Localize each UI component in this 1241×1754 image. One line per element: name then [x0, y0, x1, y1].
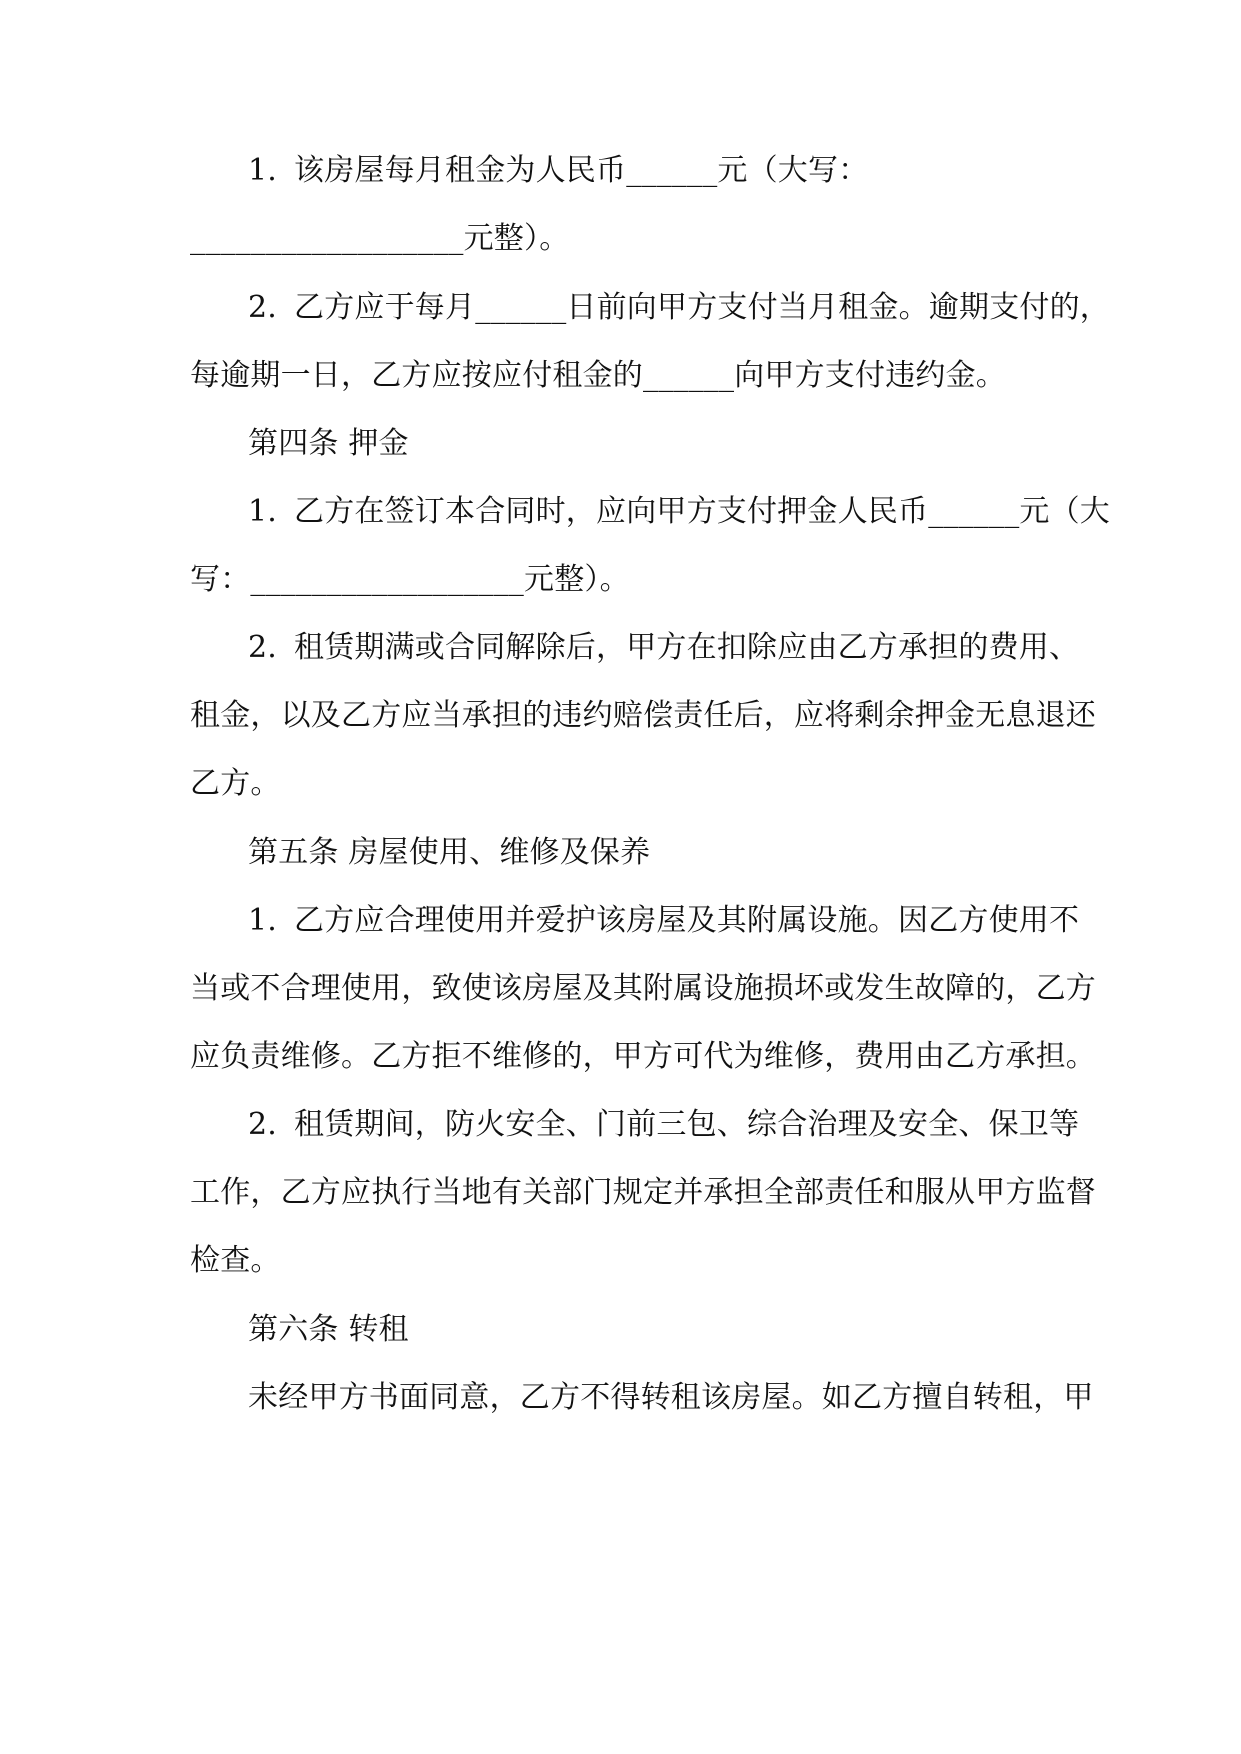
section-title: 第四条 押金 — [248, 426, 409, 461]
list-number: 1. — [248, 153, 278, 188]
safety-clause-line-3 — [190, 1236, 281, 1286]
deposit-refund-line — [248, 623, 1079, 673]
line-text: 检查。 — [190, 1243, 281, 1278]
deposit-amount-line — [248, 487, 1110, 537]
line-text: __________________元整）。 — [190, 221, 570, 256]
line-text: 该房屋每月租金为人民币______元（大写： — [294, 153, 869, 188]
list-number: 1. — [248, 494, 278, 529]
line-text: 写：__________________元整）。 — [190, 562, 630, 597]
section-heading-deposit — [248, 419, 409, 469]
line-text: 每逾期一日，乙方应按应付租金的______向甲方支付违约金。 — [190, 358, 1006, 393]
section-title: 第五条 房屋使用、维修及保养 — [248, 835, 651, 870]
line-text: 应负责维修。乙方拒不维修的，甲方可代为维修，费用由乙方承担。 — [190, 1039, 1096, 1074]
line-text: 乙方应合理使用并爱护该房屋及其附属设施。因乙方使用不 — [294, 903, 1080, 938]
safety-clause-line — [248, 1100, 1079, 1150]
deposit-words-line — [190, 555, 630, 605]
safety-clause-line-2 — [190, 1168, 1096, 1218]
section-heading-sublease — [248, 1305, 409, 1355]
line-text: 当或不合理使用，致使该房屋及其附属设施损坏或发生故障的，乙方 — [190, 971, 1096, 1006]
list-number: 1. — [248, 903, 278, 938]
rent-amount-words-line — [190, 214, 569, 264]
line-text: 租金，以及乙方应当承担的违约赔偿责任后，应将剩余押金无息退还 — [190, 698, 1096, 733]
deposit-refund-line-2 — [190, 691, 1096, 741]
line-text: 乙方在签订本合同时，应向甲方支付押金人民币______元（大 — [294, 494, 1110, 529]
maintenance-clause-line — [248, 896, 1079, 946]
line-text: 租赁期满或合同解除后，甲方在扣除应由乙方承担的费用、 — [294, 630, 1080, 665]
line-text: 乙方。 — [190, 766, 281, 801]
line-text: 租赁期间，防火安全、门前三包、综合治理及安全、保卫等 — [294, 1107, 1080, 1142]
maintenance-clause-line-3 — [190, 1032, 1096, 1082]
late-fee-line — [190, 351, 1006, 401]
deposit-refund-line-3 — [190, 759, 281, 809]
sublease-clause-line — [248, 1373, 1094, 1423]
list-number: 2. — [248, 630, 278, 665]
list-number: 2. — [248, 290, 278, 325]
maintenance-clause-line-2 — [190, 964, 1096, 1014]
rent-payment-line — [248, 283, 1110, 333]
section-title: 第六条 转租 — [248, 1312, 409, 1347]
line-text: 工作，乙方应执行当地有关部门规定并承担全部责任和服从甲方监督 — [190, 1175, 1096, 1210]
rent-amount-line — [248, 146, 868, 196]
line-text: 未经甲方书面同意，乙方不得转租该房屋。如乙方擅自转租，甲 — [248, 1380, 1094, 1415]
line-text: 乙方应于每月______日前向甲方支付当月租金。逾期支付的， — [294, 290, 1110, 325]
section-heading-use-maintenance — [248, 828, 650, 878]
list-number: 2. — [248, 1107, 278, 1142]
